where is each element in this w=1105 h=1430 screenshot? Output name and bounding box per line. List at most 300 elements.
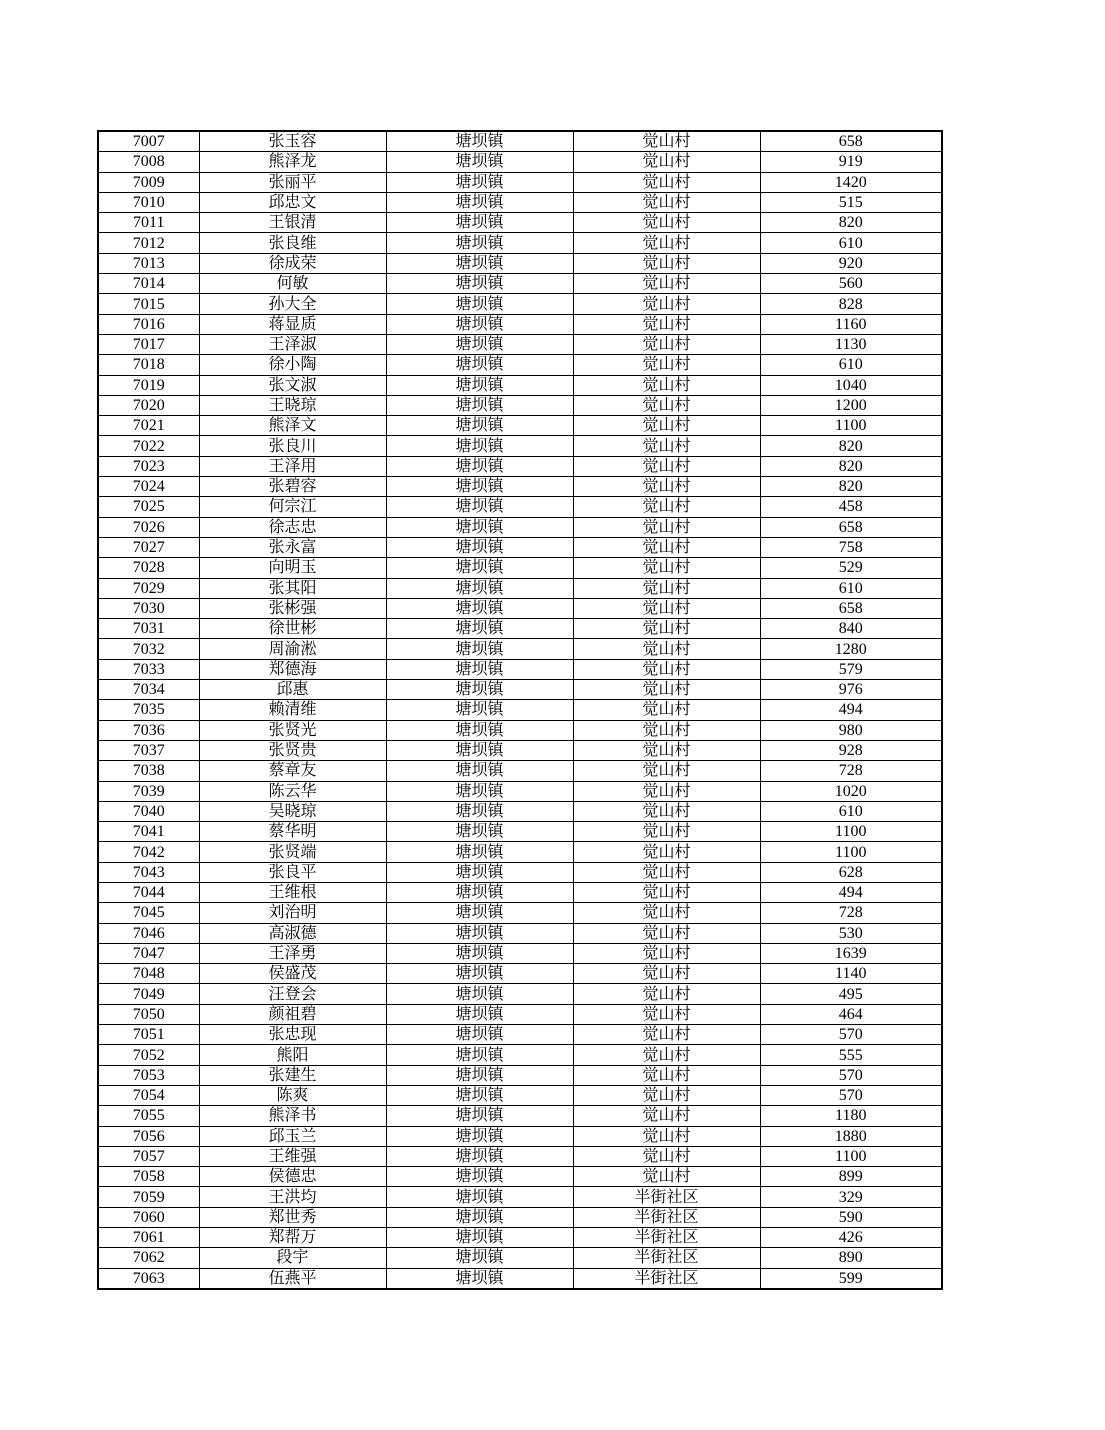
person-name-cell: 邱忠文 bbox=[199, 192, 386, 212]
amount-cell: 494 bbox=[760, 882, 942, 902]
amount-cell: 920 bbox=[760, 253, 942, 273]
amount-cell: 329 bbox=[760, 1187, 942, 1207]
amount-cell: 758 bbox=[760, 537, 942, 557]
person-name-cell: 赖清维 bbox=[199, 700, 386, 720]
town-cell: 塘坝镇 bbox=[386, 558, 573, 578]
row-number-cell: 7027 bbox=[98, 537, 199, 557]
amount-cell: 899 bbox=[760, 1167, 942, 1187]
row-number-cell: 7040 bbox=[98, 801, 199, 821]
village-cell: 觉山村 bbox=[573, 842, 760, 862]
person-name-cell: 张建生 bbox=[199, 1065, 386, 1085]
amount-cell: 1100 bbox=[760, 822, 942, 842]
person-name-cell: 段宇 bbox=[199, 1248, 386, 1268]
town-cell: 塘坝镇 bbox=[386, 781, 573, 801]
town-cell: 塘坝镇 bbox=[386, 578, 573, 598]
amount-cell: 820 bbox=[760, 477, 942, 497]
person-name-cell: 张碧容 bbox=[199, 477, 386, 497]
table-row bbox=[98, 740, 942, 760]
village-cell: 觉山村 bbox=[573, 152, 760, 172]
amount-cell: 495 bbox=[760, 984, 942, 1004]
person-name-cell: 徐志忠 bbox=[199, 517, 386, 537]
person-name-cell: 王泽用 bbox=[199, 456, 386, 476]
table-row bbox=[98, 172, 942, 192]
town-cell: 塘坝镇 bbox=[386, 1167, 573, 1187]
village-cell: 觉山村 bbox=[573, 497, 760, 517]
row-number-cell: 7037 bbox=[98, 740, 199, 760]
row-number-cell: 7021 bbox=[98, 416, 199, 436]
amount-cell: 426 bbox=[760, 1228, 942, 1248]
row-number-cell: 7042 bbox=[98, 842, 199, 862]
table-row bbox=[98, 720, 942, 740]
village-cell: 觉山村 bbox=[573, 477, 760, 497]
amount-cell: 820 bbox=[760, 436, 942, 456]
town-cell: 塘坝镇 bbox=[386, 639, 573, 659]
village-cell: 觉山村 bbox=[573, 862, 760, 882]
person-name-cell: 侯盛茂 bbox=[199, 964, 386, 984]
person-name-cell: 刘治明 bbox=[199, 903, 386, 923]
person-name-cell: 张永富 bbox=[199, 537, 386, 557]
table-row bbox=[98, 152, 942, 172]
amount-cell: 820 bbox=[760, 456, 942, 476]
amount-cell: 570 bbox=[760, 1025, 942, 1045]
person-name-cell: 邱惠 bbox=[199, 680, 386, 700]
table-row bbox=[98, 1187, 942, 1207]
person-name-cell: 张其阳 bbox=[199, 578, 386, 598]
table-row bbox=[98, 619, 942, 639]
town-cell: 塘坝镇 bbox=[386, 294, 573, 314]
village-cell: 觉山村 bbox=[573, 192, 760, 212]
table-row bbox=[98, 558, 942, 578]
town-cell: 塘坝镇 bbox=[386, 619, 573, 639]
person-name-cell: 张玉容 bbox=[199, 131, 386, 152]
table-row bbox=[98, 943, 942, 963]
town-cell: 塘坝镇 bbox=[386, 416, 573, 436]
village-cell: 觉山村 bbox=[573, 314, 760, 334]
table-row bbox=[98, 233, 942, 253]
town-cell: 塘坝镇 bbox=[386, 131, 573, 152]
row-number-cell: 7041 bbox=[98, 822, 199, 842]
person-name-cell: 张贤端 bbox=[199, 842, 386, 862]
row-number-cell: 7034 bbox=[98, 680, 199, 700]
row-number-cell: 7044 bbox=[98, 882, 199, 902]
amount-cell: 1100 bbox=[760, 842, 942, 862]
person-name-cell: 王泽勇 bbox=[199, 943, 386, 963]
town-cell: 塘坝镇 bbox=[386, 497, 573, 517]
row-number-cell: 7009 bbox=[98, 172, 199, 192]
village-cell: 半街社区 bbox=[573, 1228, 760, 1248]
row-number-cell: 7032 bbox=[98, 639, 199, 659]
town-cell: 塘坝镇 bbox=[386, 274, 573, 294]
row-number-cell: 7016 bbox=[98, 314, 199, 334]
village-cell: 觉山村 bbox=[573, 172, 760, 192]
table-row bbox=[98, 598, 942, 618]
town-cell: 塘坝镇 bbox=[386, 842, 573, 862]
amount-cell: 928 bbox=[760, 740, 942, 760]
amount-cell: 1130 bbox=[760, 334, 942, 354]
amount-cell: 1180 bbox=[760, 1106, 942, 1126]
town-cell: 塘坝镇 bbox=[386, 456, 573, 476]
village-cell: 觉山村 bbox=[573, 131, 760, 152]
town-cell: 塘坝镇 bbox=[386, 964, 573, 984]
row-number-cell: 7025 bbox=[98, 497, 199, 517]
roster-table-body bbox=[98, 131, 942, 1289]
amount-cell: 1420 bbox=[760, 172, 942, 192]
row-number-cell: 7051 bbox=[98, 1025, 199, 1045]
village-cell: 觉山村 bbox=[573, 761, 760, 781]
village-cell: 觉山村 bbox=[573, 923, 760, 943]
row-number-cell: 7060 bbox=[98, 1207, 199, 1227]
amount-cell: 610 bbox=[760, 801, 942, 821]
person-name-cell: 邱玉兰 bbox=[199, 1126, 386, 1146]
village-cell: 觉山村 bbox=[573, 274, 760, 294]
person-name-cell: 伍燕平 bbox=[199, 1268, 386, 1289]
town-cell: 塘坝镇 bbox=[386, 659, 573, 679]
table-row bbox=[98, 1004, 942, 1024]
person-name-cell: 张丽平 bbox=[199, 172, 386, 192]
village-cell: 觉山村 bbox=[573, 943, 760, 963]
amount-cell: 658 bbox=[760, 517, 942, 537]
village-cell: 觉山村 bbox=[573, 334, 760, 354]
village-cell: 觉山村 bbox=[573, 558, 760, 578]
town-cell: 塘坝镇 bbox=[386, 903, 573, 923]
row-number-cell: 7059 bbox=[98, 1187, 199, 1207]
town-cell: 塘坝镇 bbox=[386, 923, 573, 943]
roster-table bbox=[97, 130, 943, 1290]
village-cell: 觉山村 bbox=[573, 822, 760, 842]
village-cell: 觉山村 bbox=[573, 375, 760, 395]
person-name-cell: 王泽淑 bbox=[199, 334, 386, 354]
table-row bbox=[98, 436, 942, 456]
person-name-cell: 张良川 bbox=[199, 436, 386, 456]
person-name-cell: 何敏 bbox=[199, 274, 386, 294]
amount-cell: 976 bbox=[760, 680, 942, 700]
town-cell: 塘坝镇 bbox=[386, 1187, 573, 1207]
person-name-cell: 郑帮万 bbox=[199, 1228, 386, 1248]
town-cell: 塘坝镇 bbox=[386, 537, 573, 557]
row-number-cell: 7010 bbox=[98, 192, 199, 212]
amount-cell: 828 bbox=[760, 294, 942, 314]
table-row bbox=[98, 1268, 942, 1289]
person-name-cell: 熊阳 bbox=[199, 1045, 386, 1065]
town-cell: 塘坝镇 bbox=[386, 395, 573, 415]
town-cell: 塘坝镇 bbox=[386, 1268, 573, 1289]
table-row bbox=[98, 842, 942, 862]
amount-cell: 494 bbox=[760, 700, 942, 720]
town-cell: 塘坝镇 bbox=[386, 882, 573, 902]
amount-cell: 1639 bbox=[760, 943, 942, 963]
row-number-cell: 7061 bbox=[98, 1228, 199, 1248]
amount-cell: 570 bbox=[760, 1065, 942, 1085]
amount-cell: 890 bbox=[760, 1248, 942, 1268]
village-cell: 觉山村 bbox=[573, 1106, 760, 1126]
village-cell: 觉山村 bbox=[573, 1065, 760, 1085]
village-cell: 觉山村 bbox=[573, 984, 760, 1004]
town-cell: 塘坝镇 bbox=[386, 1248, 573, 1268]
table-row bbox=[98, 1126, 942, 1146]
town-cell: 塘坝镇 bbox=[386, 1025, 573, 1045]
amount-cell: 579 bbox=[760, 659, 942, 679]
person-name-cell: 陈爽 bbox=[199, 1085, 386, 1105]
row-number-cell: 7056 bbox=[98, 1126, 199, 1146]
village-cell: 觉山村 bbox=[573, 253, 760, 273]
row-number-cell: 7039 bbox=[98, 781, 199, 801]
village-cell: 觉山村 bbox=[573, 294, 760, 314]
amount-cell: 529 bbox=[760, 558, 942, 578]
person-name-cell: 张良平 bbox=[199, 862, 386, 882]
table-row bbox=[98, 781, 942, 801]
town-cell: 塘坝镇 bbox=[386, 680, 573, 700]
village-cell: 觉山村 bbox=[573, 659, 760, 679]
table-row bbox=[98, 1248, 942, 1268]
person-name-cell: 张忠现 bbox=[199, 1025, 386, 1045]
row-number-cell: 7052 bbox=[98, 1045, 199, 1065]
row-number-cell: 7031 bbox=[98, 619, 199, 639]
person-name-cell: 熊泽文 bbox=[199, 416, 386, 436]
table-row bbox=[98, 334, 942, 354]
amount-cell: 458 bbox=[760, 497, 942, 517]
amount-cell: 590 bbox=[760, 1207, 942, 1227]
person-name-cell: 高淑德 bbox=[199, 923, 386, 943]
row-number-cell: 7014 bbox=[98, 274, 199, 294]
person-name-cell: 徐成荣 bbox=[199, 253, 386, 273]
table-row bbox=[98, 274, 942, 294]
town-cell: 塘坝镇 bbox=[386, 314, 573, 334]
amount-cell: 1200 bbox=[760, 395, 942, 415]
amount-cell: 728 bbox=[760, 903, 942, 923]
town-cell: 塘坝镇 bbox=[386, 984, 573, 1004]
village-cell: 觉山村 bbox=[573, 233, 760, 253]
town-cell: 塘坝镇 bbox=[386, 355, 573, 375]
village-cell: 觉山村 bbox=[573, 882, 760, 902]
amount-cell: 658 bbox=[760, 131, 942, 152]
town-cell: 塘坝镇 bbox=[386, 233, 573, 253]
town-cell: 塘坝镇 bbox=[386, 1045, 573, 1065]
table-row bbox=[98, 416, 942, 436]
person-name-cell: 陈云华 bbox=[199, 781, 386, 801]
village-cell: 觉山村 bbox=[573, 395, 760, 415]
table-row bbox=[98, 355, 942, 375]
town-cell: 塘坝镇 bbox=[386, 862, 573, 882]
town-cell: 塘坝镇 bbox=[386, 761, 573, 781]
row-number-cell: 7038 bbox=[98, 761, 199, 781]
village-cell: 觉山村 bbox=[573, 1146, 760, 1166]
table-row bbox=[98, 903, 942, 923]
row-number-cell: 7013 bbox=[98, 253, 199, 273]
table-row bbox=[98, 1065, 942, 1085]
town-cell: 塘坝镇 bbox=[386, 375, 573, 395]
village-cell: 觉山村 bbox=[573, 781, 760, 801]
village-cell: 半街社区 bbox=[573, 1268, 760, 1289]
table-row bbox=[98, 253, 942, 273]
amount-cell: 658 bbox=[760, 598, 942, 618]
row-number-cell: 7049 bbox=[98, 984, 199, 1004]
amount-cell: 1880 bbox=[760, 1126, 942, 1146]
table-row bbox=[98, 882, 942, 902]
town-cell: 塘坝镇 bbox=[386, 700, 573, 720]
village-cell: 觉山村 bbox=[573, 700, 760, 720]
person-name-cell: 张文淑 bbox=[199, 375, 386, 395]
row-number-cell: 7036 bbox=[98, 720, 199, 740]
person-name-cell: 郑世秀 bbox=[199, 1207, 386, 1227]
amount-cell: 1040 bbox=[760, 375, 942, 395]
town-cell: 塘坝镇 bbox=[386, 801, 573, 821]
person-name-cell: 徐世彬 bbox=[199, 619, 386, 639]
person-name-cell: 王洪均 bbox=[199, 1187, 386, 1207]
table-row bbox=[98, 375, 942, 395]
amount-cell: 628 bbox=[760, 862, 942, 882]
table-row bbox=[98, 213, 942, 233]
village-cell: 觉山村 bbox=[573, 213, 760, 233]
town-cell: 塘坝镇 bbox=[386, 1228, 573, 1248]
row-number-cell: 7007 bbox=[98, 131, 199, 152]
village-cell: 觉山村 bbox=[573, 801, 760, 821]
row-number-cell: 7028 bbox=[98, 558, 199, 578]
table-row bbox=[98, 822, 942, 842]
town-cell: 塘坝镇 bbox=[386, 334, 573, 354]
table-row bbox=[98, 923, 942, 943]
row-number-cell: 7043 bbox=[98, 862, 199, 882]
row-number-cell: 7062 bbox=[98, 1248, 199, 1268]
village-cell: 觉山村 bbox=[573, 456, 760, 476]
row-number-cell: 7015 bbox=[98, 294, 199, 314]
person-name-cell: 徐小陶 bbox=[199, 355, 386, 375]
table-row bbox=[98, 1025, 942, 1045]
row-number-cell: 7033 bbox=[98, 659, 199, 679]
village-cell: 觉山村 bbox=[573, 1025, 760, 1045]
table-row bbox=[98, 639, 942, 659]
village-cell: 觉山村 bbox=[573, 720, 760, 740]
table-row bbox=[98, 517, 942, 537]
town-cell: 塘坝镇 bbox=[386, 517, 573, 537]
row-number-cell: 7024 bbox=[98, 477, 199, 497]
person-name-cell: 周渝淞 bbox=[199, 639, 386, 659]
town-cell: 塘坝镇 bbox=[386, 943, 573, 963]
row-number-cell: 7063 bbox=[98, 1268, 199, 1289]
amount-cell: 610 bbox=[760, 578, 942, 598]
person-name-cell: 王银清 bbox=[199, 213, 386, 233]
row-number-cell: 7035 bbox=[98, 700, 199, 720]
person-name-cell: 王晓琼 bbox=[199, 395, 386, 415]
town-cell: 塘坝镇 bbox=[386, 1004, 573, 1024]
village-cell: 半街社区 bbox=[573, 1207, 760, 1227]
amount-cell: 560 bbox=[760, 274, 942, 294]
table-row bbox=[98, 192, 942, 212]
amount-cell: 1100 bbox=[760, 416, 942, 436]
amount-cell: 840 bbox=[760, 619, 942, 639]
row-number-cell: 7047 bbox=[98, 943, 199, 963]
table-row bbox=[98, 1228, 942, 1248]
person-name-cell: 向明玉 bbox=[199, 558, 386, 578]
table-row bbox=[98, 984, 942, 1004]
amount-cell: 610 bbox=[760, 355, 942, 375]
table-row bbox=[98, 395, 942, 415]
person-name-cell: 张彬强 bbox=[199, 598, 386, 618]
village-cell: 觉山村 bbox=[573, 355, 760, 375]
row-number-cell: 7058 bbox=[98, 1167, 199, 1187]
amount-cell: 530 bbox=[760, 923, 942, 943]
table-row bbox=[98, 1146, 942, 1166]
amount-cell: 1100 bbox=[760, 1146, 942, 1166]
row-number-cell: 7023 bbox=[98, 456, 199, 476]
row-number-cell: 7048 bbox=[98, 964, 199, 984]
person-name-cell: 蔡章友 bbox=[199, 761, 386, 781]
person-name-cell: 蒋显质 bbox=[199, 314, 386, 334]
row-number-cell: 7018 bbox=[98, 355, 199, 375]
person-name-cell: 何宗江 bbox=[199, 497, 386, 517]
village-cell: 半街社区 bbox=[573, 1187, 760, 1207]
town-cell: 塘坝镇 bbox=[386, 1146, 573, 1166]
town-cell: 塘坝镇 bbox=[386, 253, 573, 273]
table-row bbox=[98, 700, 942, 720]
table-row bbox=[98, 659, 942, 679]
amount-cell: 555 bbox=[760, 1045, 942, 1065]
town-cell: 塘坝镇 bbox=[386, 436, 573, 456]
town-cell: 塘坝镇 bbox=[386, 598, 573, 618]
village-cell: 觉山村 bbox=[573, 964, 760, 984]
village-cell: 觉山村 bbox=[573, 1045, 760, 1065]
person-name-cell: 王维根 bbox=[199, 882, 386, 902]
row-number-cell: 7054 bbox=[98, 1085, 199, 1105]
person-name-cell: 侯德忠 bbox=[199, 1167, 386, 1187]
village-cell: 觉山村 bbox=[573, 598, 760, 618]
row-number-cell: 7053 bbox=[98, 1065, 199, 1085]
town-cell: 塘坝镇 bbox=[386, 477, 573, 497]
amount-cell: 1280 bbox=[760, 639, 942, 659]
village-cell: 半街社区 bbox=[573, 1248, 760, 1268]
person-name-cell: 张贤光 bbox=[199, 720, 386, 740]
table-row bbox=[98, 477, 942, 497]
table-row bbox=[98, 801, 942, 821]
row-number-cell: 7008 bbox=[98, 152, 199, 172]
table-row bbox=[98, 456, 942, 476]
village-cell: 觉山村 bbox=[573, 903, 760, 923]
village-cell: 觉山村 bbox=[573, 639, 760, 659]
village-cell: 觉山村 bbox=[573, 1167, 760, 1187]
amount-cell: 599 bbox=[760, 1268, 942, 1289]
person-name-cell: 张良维 bbox=[199, 233, 386, 253]
table-row bbox=[98, 761, 942, 781]
person-name-cell: 郑德海 bbox=[199, 659, 386, 679]
table-row bbox=[98, 1085, 942, 1105]
row-number-cell: 7055 bbox=[98, 1106, 199, 1126]
row-number-cell: 7029 bbox=[98, 578, 199, 598]
row-number-cell: 7045 bbox=[98, 903, 199, 923]
village-cell: 觉山村 bbox=[573, 517, 760, 537]
village-cell: 觉山村 bbox=[573, 416, 760, 436]
village-cell: 觉山村 bbox=[573, 1126, 760, 1146]
person-name-cell: 吴晓琼 bbox=[199, 801, 386, 821]
amount-cell: 728 bbox=[760, 761, 942, 781]
town-cell: 塘坝镇 bbox=[386, 213, 573, 233]
table-row bbox=[98, 314, 942, 334]
table-row bbox=[98, 1207, 942, 1227]
village-cell: 觉山村 bbox=[573, 436, 760, 456]
row-number-cell: 7012 bbox=[98, 233, 199, 253]
amount-cell: 610 bbox=[760, 233, 942, 253]
village-cell: 觉山村 bbox=[573, 1085, 760, 1105]
table-row bbox=[98, 1106, 942, 1126]
person-name-cell: 孙大全 bbox=[199, 294, 386, 314]
town-cell: 塘坝镇 bbox=[386, 740, 573, 760]
row-number-cell: 7019 bbox=[98, 375, 199, 395]
person-name-cell: 张贤贵 bbox=[199, 740, 386, 760]
person-name-cell: 颜祖碧 bbox=[199, 1004, 386, 1024]
table-row bbox=[98, 680, 942, 700]
town-cell: 塘坝镇 bbox=[386, 822, 573, 842]
table-row bbox=[98, 497, 942, 517]
table-row bbox=[98, 131, 942, 152]
town-cell: 塘坝镇 bbox=[386, 1065, 573, 1085]
